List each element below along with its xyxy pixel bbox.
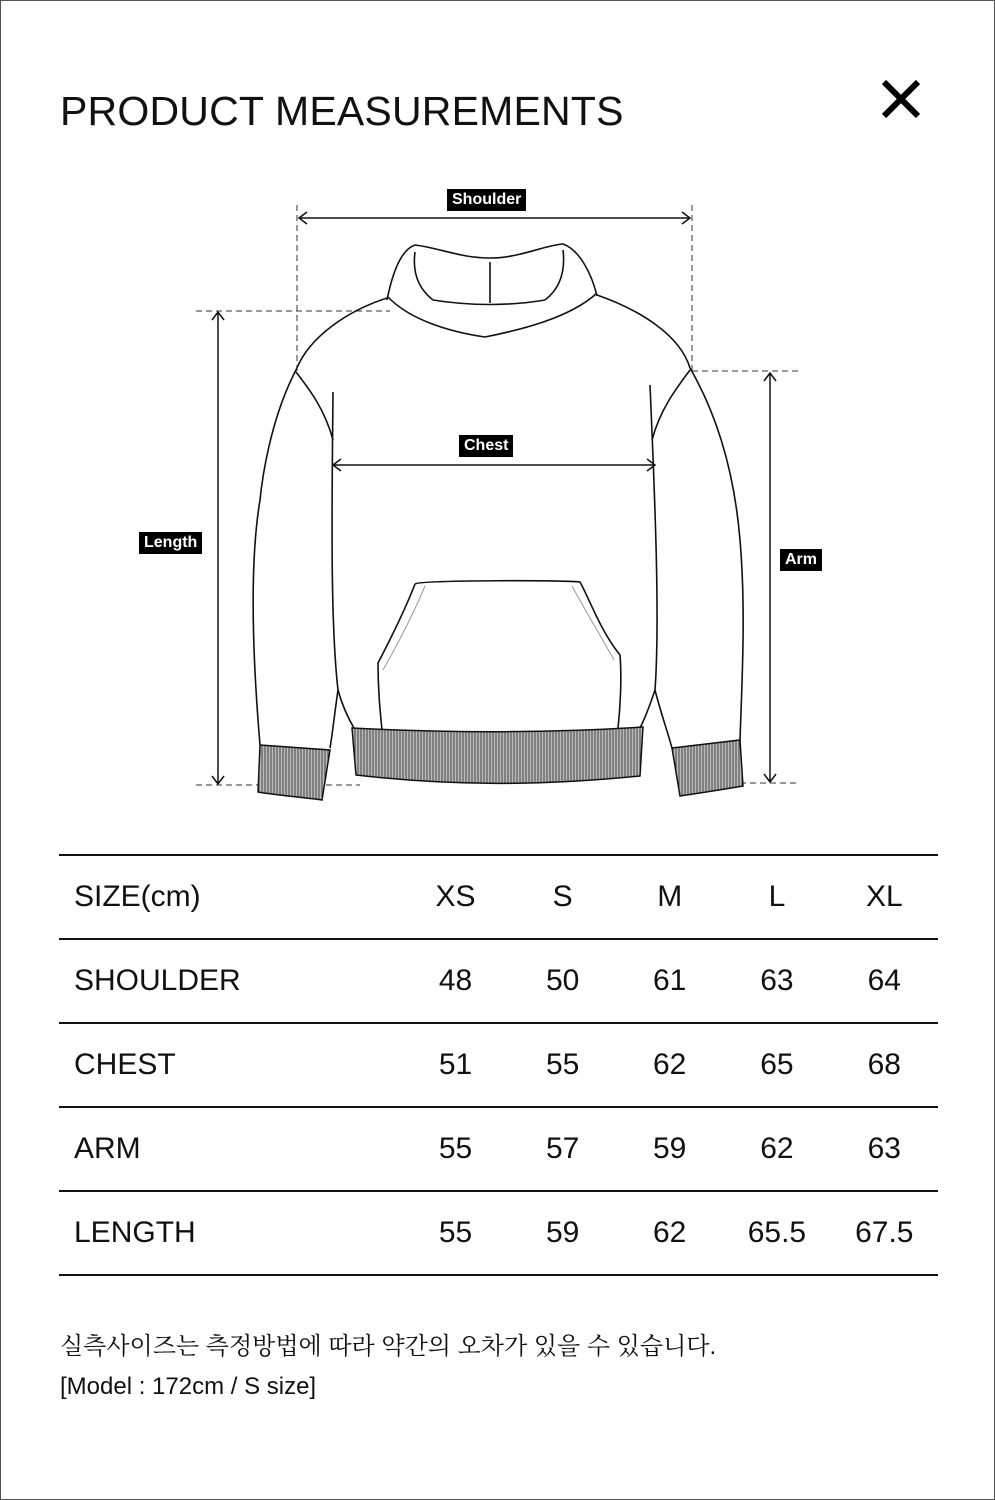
length-label: Length [139, 532, 202, 554]
cell: 65 [723, 1023, 830, 1107]
model-info-text: [Model : 172cm / S size] [60, 1373, 317, 1400]
row-label: CHEST [59, 1023, 402, 1107]
disclaimer-text: 실측사이즈는 측정방법에 따라 약간의 오차가 있을 수 있습니다. [60, 1333, 717, 1360]
cell: 59 [616, 1107, 723, 1191]
row-label: ARM [59, 1107, 402, 1191]
table-row [59, 939, 938, 1023]
shoulder-label: Shoulder [447, 189, 526, 211]
header-label: SIZE(cm) [59, 855, 402, 939]
cell: 50 [509, 939, 616, 1023]
cell: 55 [509, 1023, 616, 1107]
row-label: SHOULDER [59, 939, 402, 1023]
row-label: LENGTH [59, 1191, 402, 1275]
table-header-row [59, 855, 938, 939]
chest-label: Chest [459, 435, 513, 457]
cell: 63 [831, 1107, 938, 1191]
cell: 63 [723, 939, 830, 1023]
size-l: L [723, 855, 830, 939]
table-row [59, 1107, 938, 1191]
cell: 48 [402, 939, 509, 1023]
cell: 55 [402, 1107, 509, 1191]
cell: 57 [509, 1107, 616, 1191]
table-row [59, 1191, 938, 1275]
cell: 59 [509, 1191, 616, 1275]
cell: 55 [402, 1191, 509, 1275]
page-title: PRODUCT MEASUREMENTS [60, 88, 624, 134]
size-table [59, 854, 938, 1276]
cell: 62 [616, 1023, 723, 1107]
cell: 65.5 [723, 1191, 830, 1275]
size-s: S [509, 855, 616, 939]
size-m: M [616, 855, 723, 939]
table-row [59, 1023, 938, 1107]
size-xs: XS [402, 855, 509, 939]
cell: 64 [831, 939, 938, 1023]
cell: 62 [723, 1107, 830, 1191]
cell: 62 [616, 1191, 723, 1275]
cell: 51 [402, 1023, 509, 1107]
cell: 67.5 [831, 1191, 938, 1275]
guide-lines [196, 205, 800, 785]
cell: 61 [616, 939, 723, 1023]
arm-label: Arm [780, 549, 822, 571]
cell: 68 [831, 1023, 938, 1107]
hoodie-outline [253, 244, 743, 748]
size-xl: XL [831, 855, 938, 939]
